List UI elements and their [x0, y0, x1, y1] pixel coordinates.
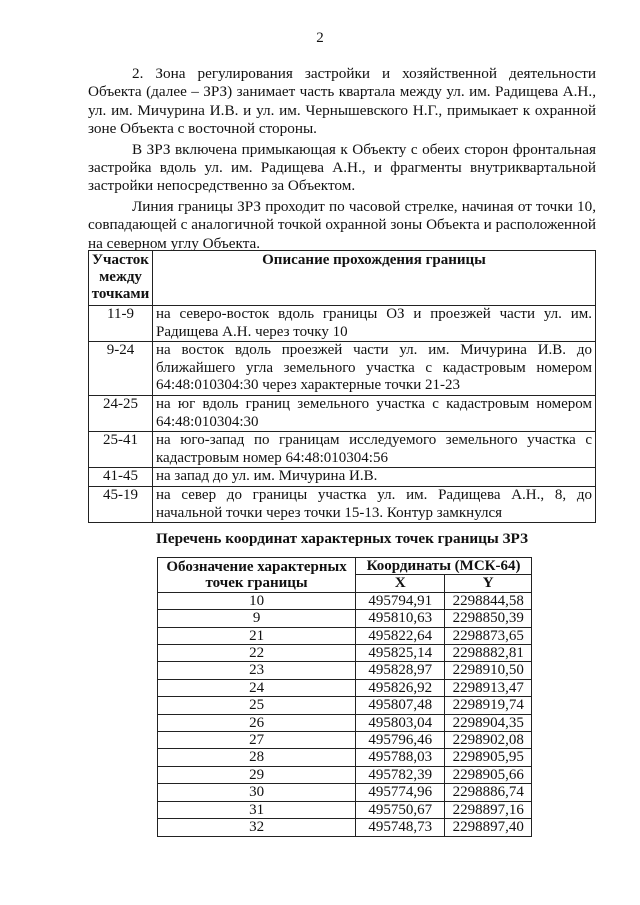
x-coordinate: 495748,73	[356, 819, 445, 836]
x-coordinate: 495807,48	[356, 697, 445, 714]
point-label: 25	[158, 697, 356, 714]
x-coordinate: 495794,91	[356, 592, 445, 609]
paragraph-zone-inclusion: В ЗРЗ включена примыкающая к Объекту с обеих сторон фронтальная застройка вдоль ул. им. Радищева А.Н., и фрагменты внутриквартальной застройки непосредственно за Объектом.	[88, 140, 596, 195]
x-coordinate: 495810,63	[356, 610, 445, 627]
coordinate-row	[158, 697, 532, 714]
point-label: 30	[158, 784, 356, 801]
body-text	[88, 65, 596, 253]
segment-points: 9-24	[89, 342, 153, 396]
point-label: 32	[158, 819, 356, 836]
segment-description: на восток вдоль проезжей части ул. им. Мичурина И.В. до ближайшего угла земельного участка с кадастровым номером 64:48:010304:30 через характерные точки 21-23	[153, 342, 596, 396]
segment-row	[89, 342, 596, 396]
x-coordinate: 495774,96	[356, 784, 445, 801]
x-coordinate: 495782,39	[356, 766, 445, 783]
coordinates-column-header: Координаты (МСК-64)	[356, 558, 532, 575]
x-coordinate: 495803,04	[356, 714, 445, 731]
x-coordinate: 495822,64	[356, 627, 445, 644]
coordinate-row	[158, 801, 532, 818]
y-coordinate: 2298886,74	[445, 784, 532, 801]
segment-points: 25-41	[89, 432, 153, 468]
segment-row	[89, 468, 596, 487]
x-column-header: X	[356, 575, 445, 592]
x-coordinate: 495828,97	[356, 662, 445, 679]
segment-description: на запад до ул. им. Мичурина И.В.	[153, 468, 596, 487]
segment-points: 11-9	[89, 306, 153, 342]
x-coordinate: 495825,14	[356, 645, 445, 662]
segment-points: 24-25	[89, 395, 153, 431]
point-label: 23	[158, 662, 356, 679]
point-label: 24	[158, 679, 356, 696]
point-label: 29	[158, 766, 356, 783]
coordinate-row	[158, 749, 532, 766]
coordinate-row	[158, 732, 532, 749]
x-coordinate: 495788,03	[356, 749, 445, 766]
segment-row	[89, 432, 596, 468]
description-column-header: Описание прохождения границы	[153, 251, 596, 306]
y-coordinate: 2298902,08	[445, 732, 532, 749]
y-coordinate: 2298910,50	[445, 662, 532, 679]
x-coordinate: 495826,92	[356, 679, 445, 696]
coordinate-row	[158, 819, 532, 836]
segment-column-header: Участок между точками	[89, 251, 153, 306]
segment-description: на юго-запад по границам исследуемого земельного участка с кадастровым номер 64:48:010304:56	[153, 432, 596, 468]
segment-points: 45-19	[89, 486, 153, 522]
page-number: 2	[316, 30, 324, 46]
segment-description: на северо-восток вдоль границы ОЗ и проезжей части ул. им. Радищева А.Н. через точку 10	[153, 306, 596, 342]
y-coordinate: 2298904,35	[445, 714, 532, 731]
coordinate-row	[158, 784, 532, 801]
coordinates-title: Перечень координат характерных точек границы ЗРЗ	[156, 530, 528, 547]
y-coordinate: 2298882,81	[445, 645, 532, 662]
coordinate-row	[158, 645, 532, 662]
point-label: 21	[158, 627, 356, 644]
y-coordinate: 2298913,47	[445, 679, 532, 696]
point-label: 22	[158, 645, 356, 662]
y-coordinate: 2298897,40	[445, 819, 532, 836]
y-coordinate: 2298850,39	[445, 610, 532, 627]
paragraph-boundary-line: Линия границы ЗРЗ проходит по часовой стрелке, начиная от точки 10, совпадающей с аналогичной точкой охранной зоны Объекта и расположенной на северном углу Объекта.	[88, 197, 596, 252]
point-label: 28	[158, 749, 356, 766]
segments-header-row	[89, 251, 596, 306]
y-coordinate: 2298905,95	[445, 749, 532, 766]
y-coordinate: 2298919,74	[445, 697, 532, 714]
paragraph-zone-description: 2. Зона регулирования застройки и хозяйственной деятельности Объекта (далее – ЗРЗ) занимает часть квартала между ул. им. Радищева А.Н., ул. им. Мичурина И.В. и ул. им. Чернышевского Н.Г., примыкает к охранной зоне Объекта с восточной стороны.	[88, 65, 596, 138]
point-label: 26	[158, 714, 356, 731]
y-column-header: Y	[445, 575, 532, 592]
coordinates-table	[157, 557, 532, 837]
coordinate-row	[158, 714, 532, 731]
y-coordinate: 2298873,65	[445, 627, 532, 644]
coordinate-row	[158, 610, 532, 627]
point-label: 27	[158, 732, 356, 749]
coordinate-row	[158, 592, 532, 609]
coordinate-row	[158, 662, 532, 679]
coordinate-row	[158, 627, 532, 644]
point-label: 9	[158, 610, 356, 627]
segment-description: на север до границы участка ул. им. Радищева А.Н., 8, до начальной точки через точки 15-13. Контур замкнулся	[153, 486, 596, 522]
point-column-header: Обозначение характерных точек границы	[158, 558, 356, 593]
segment-row	[89, 486, 596, 522]
boundary-segments-table	[88, 250, 596, 523]
coordinate-row	[158, 679, 532, 696]
y-coordinate: 2298905,66	[445, 766, 532, 783]
y-coordinate: 2298844,58	[445, 592, 532, 609]
segment-row	[89, 395, 596, 431]
x-coordinate: 495750,67	[356, 801, 445, 818]
segment-row	[89, 306, 596, 342]
y-coordinate: 2298897,16	[445, 801, 532, 818]
coords-header-row	[158, 558, 532, 575]
point-label: 10	[158, 592, 356, 609]
segment-points: 41-45	[89, 468, 153, 487]
coordinate-row	[158, 766, 532, 783]
x-coordinate: 495796,46	[356, 732, 445, 749]
point-label: 31	[158, 801, 356, 818]
segment-description: на юг вдоль границ земельного участка с кадастровым номером 64:48:010304:30	[153, 395, 596, 431]
